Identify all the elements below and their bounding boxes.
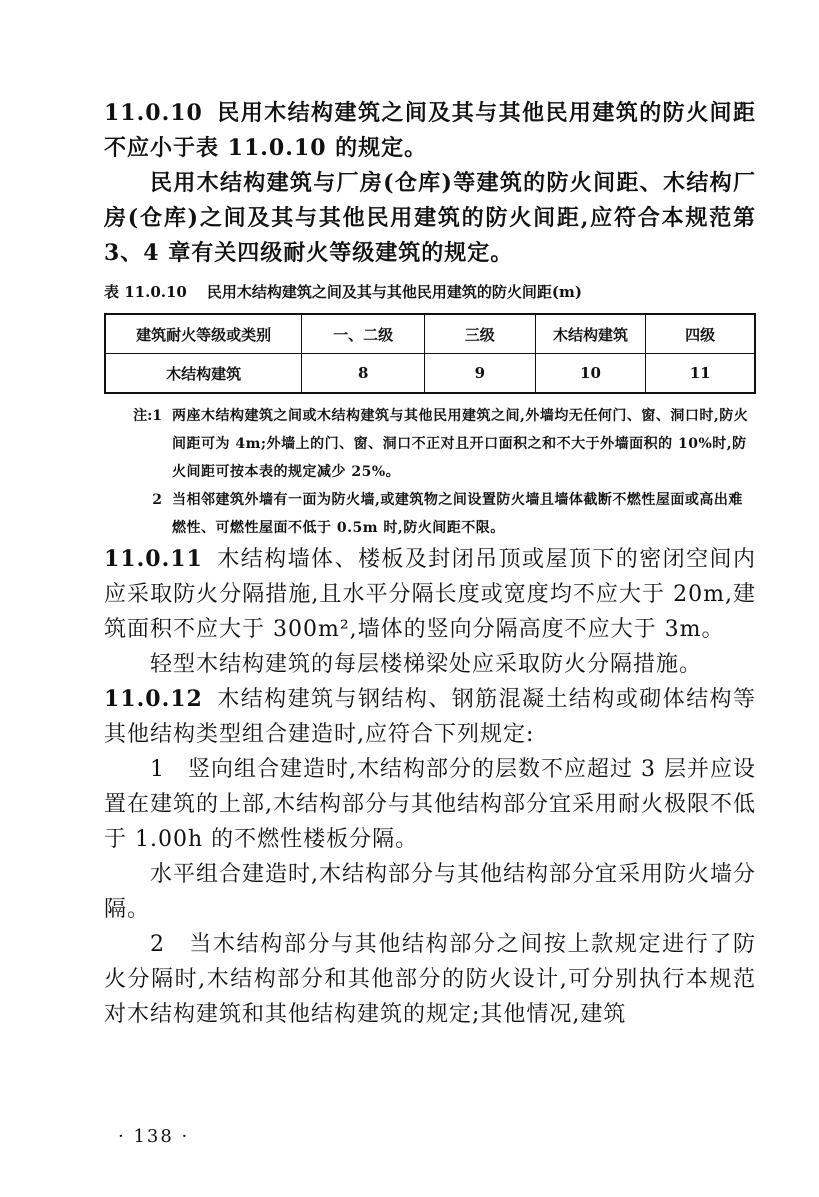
table-cell: 11 bbox=[646, 354, 755, 394]
table-cell: 8 bbox=[302, 354, 425, 394]
table-caption-number: 表 11.0.10 bbox=[104, 283, 187, 301]
table-header-row bbox=[105, 314, 755, 354]
clause-text: 木结构墙体、楼板及封闭吊顶或屋顶下的密闭空间内应采取防火分隔措施,且水平分隔长度或宽度均不应大于 20m,建筑面积不应大于 300m²,墙体的竖向分隔高度不应大于 3m。 bbox=[104, 547, 756, 642]
note-text: 两座木结构建筑之间或木结构建筑与其他民用建筑之间,外墙均无任何门、窗、洞口时,防火间距可为 4m;外墙上的门、窗、洞口不正对且开口面积之和不大于外墙面积的 10%时,防火间距可按本表的规定减少 25%。 bbox=[172, 408, 749, 480]
note-text: 当相邻建筑外墙有一面为防火墙,或建筑物之间设置防火墙且墙体截断不燃性屋面或高出难燃性、可燃性屋面不低于 0.5m 时,防火间距不限。 bbox=[172, 492, 743, 536]
clause-number: 11.0.11 bbox=[104, 546, 203, 572]
table-header-cell: 四级 bbox=[646, 314, 755, 354]
table-caption-text: 民用木结构建筑之间及其与其他民用建筑的防火间距(m) bbox=[206, 283, 582, 301]
clause-text: 木结构建筑与钢结构、钢筋混凝土结构或砌体结构等其他结构类型组合建造时,应符合下列规定: bbox=[104, 687, 756, 747]
table-cell: 木结构建筑 bbox=[105, 354, 302, 394]
page-content bbox=[104, 96, 756, 1032]
table-row bbox=[105, 354, 755, 394]
clause-text: 民用木结构建筑之间及其与其他民用建筑的防火间距不应小于表 11.0.10 的规定。 bbox=[104, 100, 756, 161]
clause-11-0-10 bbox=[104, 96, 756, 166]
table-notes bbox=[104, 402, 756, 542]
clause-11-0-10-paragraph-2: 民用木结构建筑与厂房(仓库)等建筑的防火间距、木结构厂房(仓库)之间及其与其他民用建筑的防火间距,应符合本规范第 3、4 章有关四级耐火等级建筑的规定。 bbox=[104, 170, 756, 266]
clause-11-0-11 bbox=[104, 542, 756, 647]
clause-number: 11.0.10 bbox=[104, 100, 203, 126]
table-header-cell: 三级 bbox=[424, 314, 535, 354]
table-cell: 10 bbox=[535, 354, 646, 394]
note-1 bbox=[104, 402, 756, 486]
clause-11-0-12-item-2: 2 当木结构部分与其他结构部分之间按上款规定进行了防火分隔时,木结构部分和其他部分的防火设计,可分别执行本规范对木结构建筑和其他结构建筑的规定;其他情况,建筑 bbox=[104, 932, 756, 1027]
table-caption bbox=[104, 281, 756, 303]
table-header-cell: 一、二级 bbox=[302, 314, 425, 354]
clause-11-0-12 bbox=[104, 682, 756, 752]
table-header-cell: 木结构建筑 bbox=[535, 314, 646, 354]
clause-11-0-11-paragraph-2: 轻型木结构建筑的每层楼梯梁处应采取防火分隔措施。 bbox=[150, 652, 703, 677]
note-2 bbox=[104, 486, 756, 542]
note-label: 2 bbox=[152, 492, 162, 508]
clause-number: 11.0.12 bbox=[104, 686, 203, 712]
page-number: · 138 · bbox=[118, 1126, 190, 1147]
table-cell: 9 bbox=[424, 354, 535, 394]
clause-11-0-12-item-1-paragraph-2: 水平组合建造时,木结构部分与其他结构部分宜采用防火墙分隔。 bbox=[104, 862, 756, 922]
note-label: 注:1 bbox=[133, 408, 162, 424]
clause-11-0-12-item-1: 1 竖向组合建造时,木结构部分的层数不应超过 3 层并应设置在建筑的上部,木结构部分与其他结构部分宜采用耐火极限不低于 1.00h 的不燃性楼板分隔。 bbox=[104, 757, 756, 852]
fire-spacing-table bbox=[104, 313, 756, 394]
table-header-cell: 建筑耐火等级或类别 bbox=[105, 314, 302, 354]
